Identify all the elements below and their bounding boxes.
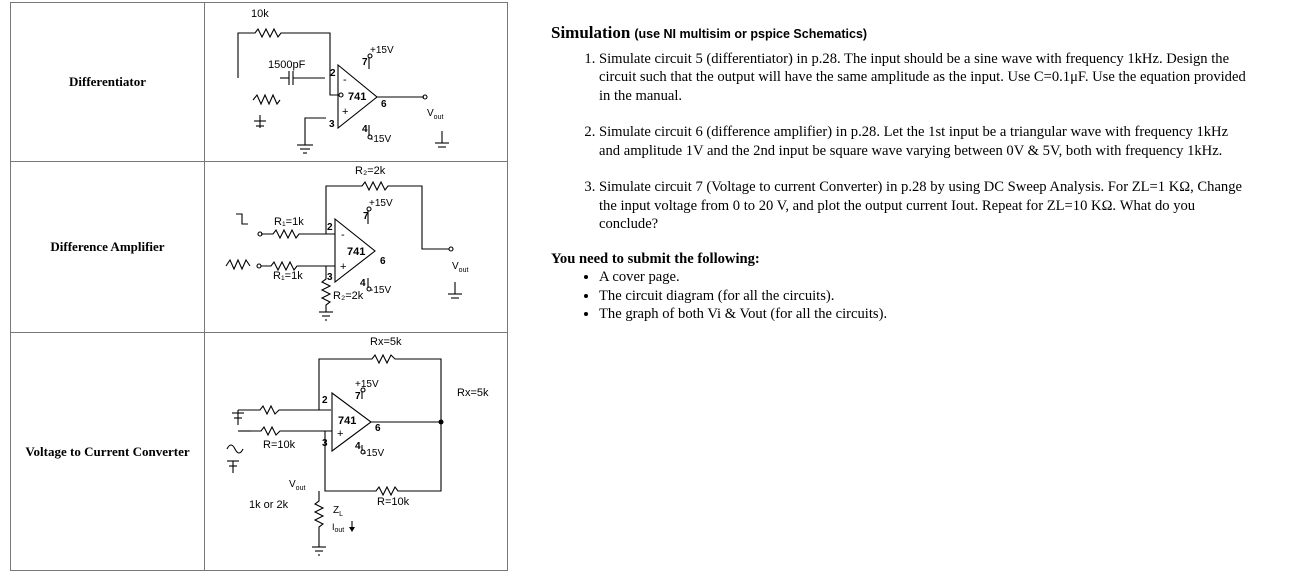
vpos-label: +15V bbox=[370, 45, 394, 56]
svg-text:R₁=1k: R₁=1k bbox=[273, 270, 303, 282]
svg-text:6: 6 bbox=[375, 423, 381, 434]
vneg-label: -15V bbox=[370, 285, 392, 296]
differentiator-schematic bbox=[205, 3, 507, 156]
rx-top-label: Rx=5k bbox=[370, 336, 402, 348]
svg-text:Rx=5k: Rx=5k bbox=[457, 387, 489, 399]
sine-input-icon bbox=[227, 445, 243, 453]
svg-text:7: 7 bbox=[355, 391, 361, 402]
list-item: 2. Simulate circuit 6 (difference amplifier) in p.28. Let the 1st input be a triangular wave with frequency 1kHz and amplitude 1V and the 2nd input be square wave varying between 0V & 5V, both with frequency 1kHz. bbox=[599, 123, 1251, 160]
svg-text:R=10k: R=10k bbox=[377, 496, 410, 508]
simulation-heading bbox=[551, 24, 1251, 44]
row-label: Difference Amplifier bbox=[11, 162, 205, 333]
list-item: • The graph of both Vi & Vout (for all the circuits). bbox=[599, 305, 1251, 324]
svg-text:R₁=1k: R₁=1k bbox=[274, 216, 304, 228]
row-label: Voltage to Current Converter bbox=[11, 333, 205, 571]
svg-text:7: 7 bbox=[362, 57, 368, 68]
vout-label: $V_{out}$ bbox=[289, 479, 306, 492]
svg-text:+: + bbox=[342, 106, 349, 118]
table-row bbox=[11, 333, 508, 571]
vout-label: $V_{out}$ bbox=[452, 261, 469, 274]
table-row bbox=[11, 3, 508, 162]
rx-input-resistor bbox=[238, 406, 331, 414]
list-item: • A cover page. bbox=[599, 268, 1251, 287]
zl-label: $Z_L$ bbox=[333, 505, 344, 518]
svg-text:-: - bbox=[341, 229, 345, 241]
r2-top-label: R₂=2k bbox=[355, 165, 386, 177]
r1-top-resistor bbox=[261, 230, 335, 238]
svg-text:7: 7 bbox=[363, 211, 369, 222]
list-item: 1. Simulate circuit 5 (differentiator) in p.28. The input should be a sine wave with frequency 1kHz. Design the circuit such that the output will have the same amplitude as the input. Use C=0.1μF. Use the equation provided in the manual. bbox=[599, 50, 1251, 106]
simulation-title: Simulation bbox=[551, 23, 631, 42]
zl-option-label: 1k or 2k bbox=[249, 499, 289, 511]
circuit-table bbox=[10, 2, 508, 571]
rx-feedback-resistor bbox=[319, 355, 441, 421]
r1-bottom-resistor bbox=[261, 262, 335, 270]
difference-amplifier-schematic bbox=[205, 162, 507, 327]
row-label: Differentiator bbox=[11, 3, 205, 162]
svg-text:R₂=2k: R₂=2k bbox=[333, 290, 364, 302]
square-wave-icon bbox=[236, 214, 248, 224]
svg-text:3: 3 bbox=[329, 119, 335, 130]
output-terminal bbox=[339, 93, 343, 97]
svg-text:+: + bbox=[337, 428, 344, 440]
capacitor-label: 1500pF bbox=[268, 59, 306, 71]
iout-label: $I_{out}$ bbox=[332, 522, 345, 534]
zl-load-resistor bbox=[315, 491, 323, 547]
svg-text:2: 2 bbox=[330, 68, 336, 79]
vout-label: $V_{out}$ bbox=[427, 108, 444, 121]
v-to-i-converter-diagram-cell bbox=[205, 333, 508, 571]
svg-text:2: 2 bbox=[322, 395, 328, 406]
simulation-instructions bbox=[551, 24, 1251, 324]
vpos-label: +15V bbox=[369, 198, 393, 209]
triangle-wave-icon bbox=[226, 260, 250, 269]
svg-text:R=10k: R=10k bbox=[263, 439, 296, 451]
v-to-i-converter-schematic bbox=[205, 333, 507, 565]
svg-text:4: 4 bbox=[355, 441, 361, 452]
list-item: 3. Simulate circuit 7 (Voltage to current Converter) in p.28 by using DC Sweep Analysis. For ZL=1 KΩ, Change the input voltage from 0 to 20 V, and plot the output current Iout. Repeat for ZL=10 KΩ. What do you conclude? bbox=[599, 178, 1251, 234]
svg-text:2: 2 bbox=[327, 222, 333, 233]
svg-text:3: 3 bbox=[322, 438, 328, 449]
list-item: • The circuit diagram (for all the circuits). bbox=[599, 287, 1251, 306]
task-list bbox=[551, 50, 1251, 234]
svg-text:6: 6 bbox=[380, 256, 386, 267]
vneg-label: -15V bbox=[363, 448, 385, 459]
differentiator-diagram-cell bbox=[205, 3, 508, 162]
submit-list bbox=[551, 268, 1251, 324]
vneg-label: -15V bbox=[370, 134, 392, 145]
opamp-label: 741 bbox=[348, 91, 367, 103]
r-input-resistor bbox=[251, 427, 332, 435]
svg-text:6: 6 bbox=[381, 99, 387, 110]
svg-text:+: + bbox=[340, 261, 347, 273]
input-signal-icon bbox=[253, 95, 280, 104]
vpos-label: +15V bbox=[355, 379, 379, 390]
svg-text:-: - bbox=[343, 74, 347, 86]
svg-text:4: 4 bbox=[360, 278, 366, 289]
submit-heading: You need to submit the following: bbox=[551, 250, 760, 267]
opamp-label: 741 bbox=[347, 246, 366, 258]
svg-text:4: 4 bbox=[362, 124, 368, 135]
feedback-resistor-label: 10k bbox=[251, 8, 269, 20]
simulation-note: (use NI multisim or pspice Schematics) bbox=[634, 27, 868, 41]
difference-amplifier-diagram-cell bbox=[205, 162, 508, 333]
table-row bbox=[11, 162, 508, 333]
svg-text:3: 3 bbox=[327, 272, 333, 283]
opamp-label: 741 bbox=[338, 415, 357, 427]
